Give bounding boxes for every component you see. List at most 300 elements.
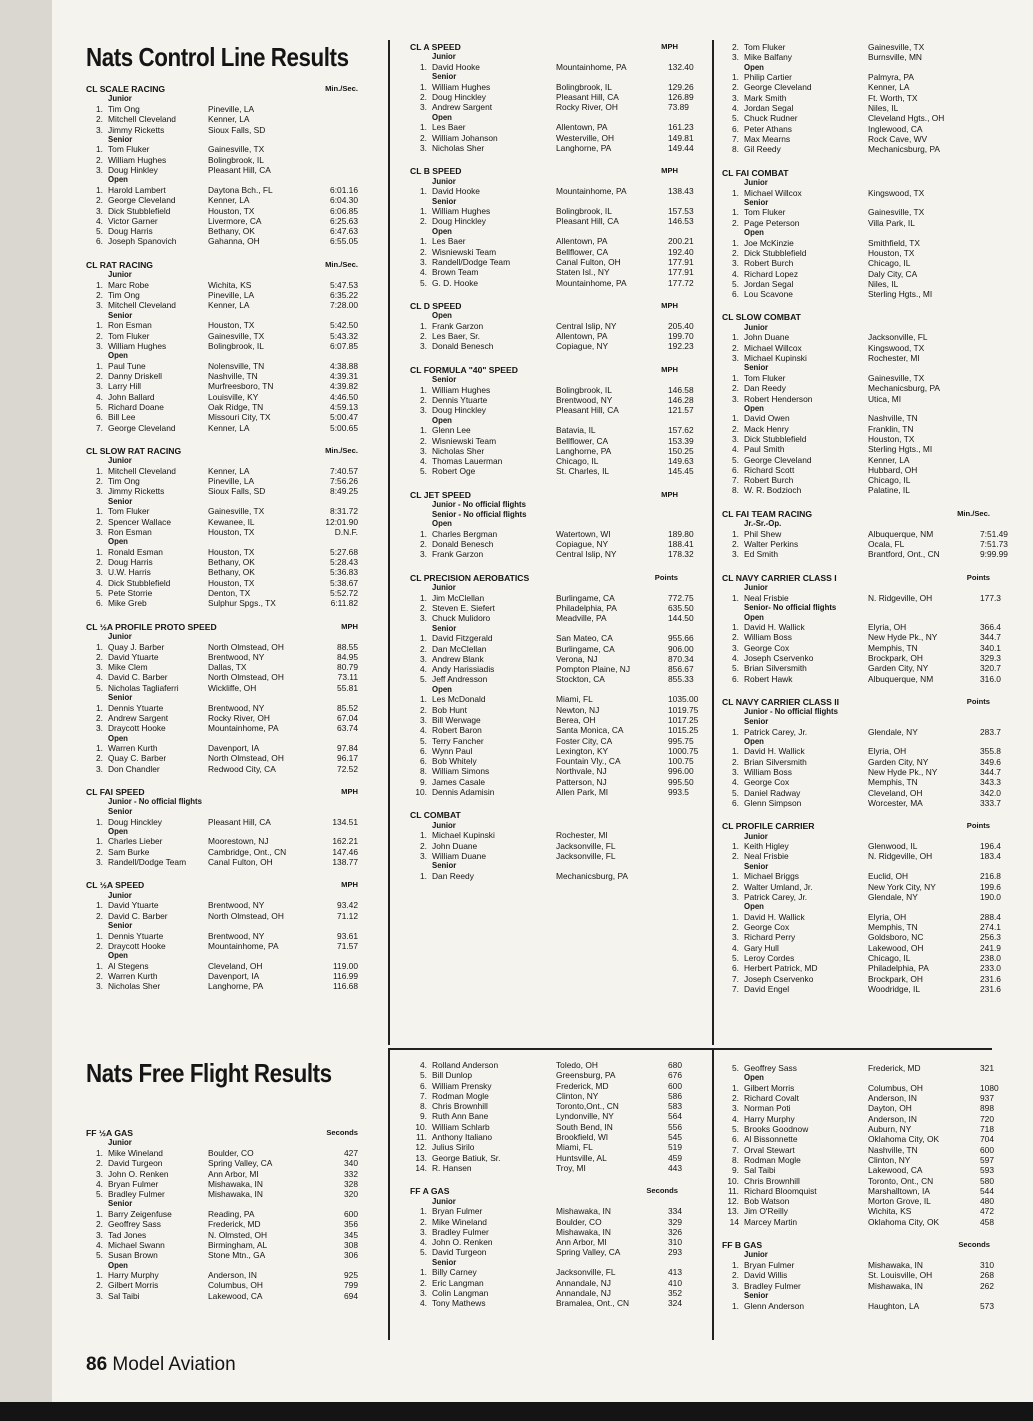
competitor-name: Gilbert Morris bbox=[744, 1082, 795, 1093]
result-value bbox=[980, 279, 990, 289]
hometown: Redwood City, CA bbox=[208, 763, 276, 774]
ff-column-2 bbox=[410, 1060, 682, 1322]
result-value: 718 bbox=[980, 1124, 994, 1135]
placing: 1. bbox=[732, 187, 739, 198]
competitor-name: Mike Balfany bbox=[744, 52, 792, 63]
class-label: Senior bbox=[108, 693, 133, 703]
placing: 1. bbox=[732, 746, 739, 757]
competitor-name: W. R. Bodzioch bbox=[744, 485, 802, 496]
competitor-name: Geoffrey Sass bbox=[744, 1063, 797, 1073]
result-row bbox=[722, 653, 1001, 664]
result-row bbox=[722, 455, 990, 465]
result-row bbox=[86, 817, 358, 827]
unit-label: Points bbox=[966, 696, 990, 706]
result-row bbox=[410, 236, 694, 247]
competitor-name: Julius Sirilo bbox=[432, 1142, 475, 1153]
placing: 3. bbox=[732, 891, 739, 902]
hometown: Auburn, NY bbox=[868, 1124, 912, 1135]
result-value: 177.91 bbox=[668, 256, 694, 267]
competitor-name: Gary Hull bbox=[744, 942, 779, 953]
result-row bbox=[410, 735, 694, 746]
hometown: Annandale, NJ bbox=[556, 1287, 611, 1298]
unit-label: MPH bbox=[661, 300, 678, 310]
competitor-name: Tom Fluker bbox=[744, 42, 786, 52]
result-value: 288.4 bbox=[980, 911, 1001, 922]
hometown: Clinton, NY bbox=[868, 1154, 911, 1165]
result-value: 329.3 bbox=[980, 653, 1001, 664]
hometown: Niles, IL bbox=[868, 278, 899, 289]
competitor-name: David Hooke bbox=[432, 186, 480, 197]
competitor-name: George Cleveland bbox=[744, 82, 812, 93]
hometown: Bethany, OK bbox=[208, 557, 255, 568]
result-value: 413 bbox=[668, 1267, 682, 1278]
placing: 3. bbox=[732, 433, 739, 444]
competitor-name: Randell/Dodge Team bbox=[108, 857, 187, 868]
competitor-name: William Hughes bbox=[108, 154, 167, 165]
result-value: 6:06.85 bbox=[330, 205, 358, 216]
result-value: 162.21 bbox=[332, 836, 358, 847]
result-value bbox=[980, 353, 990, 363]
result-value: 366.4 bbox=[980, 622, 1001, 633]
section-header bbox=[722, 573, 990, 583]
hometown: Mechanicsburg, PA bbox=[556, 870, 628, 881]
result-row bbox=[722, 42, 990, 52]
competitor-name: Chris Brownhill bbox=[744, 1175, 800, 1186]
hometown: Houston, TX bbox=[208, 320, 255, 331]
placing: 1. bbox=[96, 144, 103, 155]
placing: 7. bbox=[96, 422, 103, 433]
section-header bbox=[86, 880, 358, 890]
competitor-name: William Johanson bbox=[432, 132, 498, 143]
result-row bbox=[722, 289, 990, 299]
class-label: Open bbox=[108, 175, 128, 185]
result-value: 356 bbox=[344, 1219, 358, 1230]
result-row bbox=[722, 1185, 994, 1196]
result-row bbox=[86, 1280, 358, 1290]
hometown: Rocky River, OH bbox=[556, 102, 618, 113]
result-value bbox=[980, 413, 990, 423]
hometown: Mechanicsburg, PA bbox=[868, 144, 940, 155]
hometown: Columbus, OH bbox=[208, 1280, 263, 1291]
result-value: 321 bbox=[980, 1063, 994, 1073]
result-value: 458 bbox=[980, 1216, 994, 1227]
result-row bbox=[410, 776, 694, 787]
hometown: Toronto,Ont., CN bbox=[556, 1101, 619, 1112]
hometown: Langhorne, PA bbox=[556, 445, 612, 456]
result-row bbox=[410, 331, 694, 342]
competitor-name: Nicholas Sher bbox=[432, 445, 485, 456]
section-title: CL NAVY CARRIER CLASS II bbox=[722, 696, 839, 707]
page-footer bbox=[86, 1354, 236, 1376]
result-value: 199.6 bbox=[980, 881, 1001, 892]
hometown: Brentwood, NY bbox=[208, 702, 265, 713]
result-row bbox=[410, 653, 694, 664]
result-value: 856.67 bbox=[668, 664, 694, 675]
result-value: 84.95 bbox=[337, 651, 358, 662]
result-row bbox=[86, 847, 358, 857]
result-value: 4:59.13 bbox=[330, 401, 358, 412]
results-section bbox=[722, 1063, 999, 1227]
result-value bbox=[980, 394, 990, 404]
placing: 1. bbox=[732, 413, 739, 424]
section-title: CL JET SPEED bbox=[410, 489, 471, 500]
result-row bbox=[722, 258, 990, 268]
placing: 4. bbox=[96, 1239, 103, 1250]
competitor-name: Joseph Spanovich bbox=[108, 236, 177, 247]
result-row bbox=[410, 62, 694, 72]
placing: 2. bbox=[96, 1158, 103, 1169]
placing: 2. bbox=[420, 1216, 427, 1227]
competitor-name: Mitchell Cleveland bbox=[108, 114, 176, 125]
result-value: 443 bbox=[668, 1162, 682, 1173]
competitor-name: Chuck Rudner bbox=[744, 113, 798, 124]
hometown: Hubbard, OH bbox=[868, 464, 918, 475]
unit-label: MPH bbox=[661, 364, 678, 374]
competitor-name: Tom Fluker bbox=[744, 372, 786, 383]
placing: 2. bbox=[96, 290, 103, 301]
result-value: 898 bbox=[980, 1103, 994, 1114]
placing: 3. bbox=[420, 102, 427, 113]
hometown: Lakewood, CA bbox=[208, 1290, 263, 1301]
hometown: Elyria, OH bbox=[868, 622, 907, 633]
hometown: Sterling Hgts., MI bbox=[868, 444, 933, 455]
hometown: Allentown, PA bbox=[556, 236, 608, 247]
placing: 5. bbox=[732, 454, 739, 465]
result-row bbox=[86, 911, 358, 921]
result-value: 326 bbox=[668, 1226, 682, 1237]
result-value bbox=[980, 343, 990, 353]
section-header bbox=[86, 1128, 358, 1138]
result-row bbox=[86, 764, 358, 774]
result-row bbox=[86, 506, 358, 516]
competitor-name: David Engel bbox=[744, 983, 790, 994]
placing: 8. bbox=[420, 1101, 427, 1112]
competitor-name: Michael Kupinski bbox=[744, 353, 807, 364]
result-row bbox=[410, 384, 694, 395]
placing: 4. bbox=[96, 391, 103, 402]
result-value: 5:28.43 bbox=[330, 557, 358, 568]
result-value: 427 bbox=[344, 1148, 358, 1158]
placing: 2. bbox=[96, 154, 103, 165]
hometown: Woodridge, IL bbox=[868, 983, 920, 994]
result-value: 116.99 bbox=[333, 971, 358, 982]
placing: 2. bbox=[420, 132, 427, 143]
result-row bbox=[410, 841, 678, 851]
hometown: Oklahoma City, OK bbox=[868, 1134, 940, 1145]
section-header bbox=[410, 42, 678, 52]
competitor-name: Warren Kurth bbox=[108, 743, 158, 754]
result-row bbox=[86, 588, 358, 598]
results-section bbox=[410, 166, 694, 288]
result-value: 600 bbox=[980, 1144, 994, 1155]
result-row bbox=[410, 528, 694, 539]
result-value: 283.7 bbox=[980, 726, 1001, 737]
hometown: Dallas, TX bbox=[208, 662, 247, 673]
placing: 2. bbox=[96, 846, 103, 857]
hometown: Houston, TX bbox=[208, 546, 255, 557]
competitor-name: Bill Dunlop bbox=[432, 1070, 473, 1081]
placing: 5. bbox=[420, 674, 427, 685]
hometown: N. Ridgeville, OH bbox=[868, 592, 933, 603]
placing: 1. bbox=[96, 641, 103, 652]
result-row bbox=[722, 632, 1001, 643]
hometown: Anderson, IN bbox=[868, 1113, 917, 1124]
result-value bbox=[306, 104, 358, 114]
competitor-name: Richard Bloomquist bbox=[744, 1185, 817, 1196]
results-section bbox=[86, 1128, 358, 1301]
hometown: Frederick, MD bbox=[556, 1080, 609, 1091]
competitor-name: Jim O'Reilly bbox=[744, 1206, 788, 1217]
competitor-name: David Turgeon bbox=[432, 1247, 487, 1258]
result-value: 80.79 bbox=[337, 662, 358, 673]
placing: 6. bbox=[420, 756, 427, 767]
free-flight-title: Nats Free Flight Results bbox=[86, 1058, 332, 1088]
competitor-name: James Casale bbox=[432, 776, 486, 787]
hometown: Rochester, MI bbox=[556, 830, 608, 841]
result-value: 146.28 bbox=[668, 395, 694, 406]
class-label: Junior bbox=[108, 270, 132, 280]
result-value: 995.50 bbox=[668, 776, 694, 787]
placing: 4. bbox=[732, 942, 739, 953]
competitor-name: Dan Reedy bbox=[744, 383, 786, 394]
unit-label: MPH bbox=[661, 166, 678, 176]
result-value: 316.0 bbox=[980, 673, 1001, 684]
result-row bbox=[722, 871, 1001, 882]
hometown: Smithfield, TX bbox=[868, 237, 920, 248]
hometown: Ft. Worth, TX bbox=[868, 92, 918, 103]
result-value: 345 bbox=[344, 1229, 358, 1240]
result-value: 96.17 bbox=[337, 753, 358, 764]
placing: 13. bbox=[727, 1206, 739, 1217]
competitor-name: Doug Hinckley bbox=[432, 405, 486, 416]
result-row bbox=[722, 269, 990, 279]
competitor-name: David Turgeon bbox=[108, 1158, 163, 1169]
result-row bbox=[722, 1270, 994, 1281]
result-row bbox=[86, 1148, 358, 1158]
hometown: Santa Monica, CA bbox=[556, 725, 624, 736]
competitor-name: Chuck Mulidoro bbox=[432, 613, 491, 624]
hometown: Canal Fulton, OH bbox=[208, 857, 273, 868]
competitor-name: Bill Lee bbox=[108, 412, 136, 423]
section-header bbox=[722, 821, 990, 831]
competitor-name: Wisniewski Team bbox=[432, 435, 497, 446]
hometown: Memphis, TN bbox=[868, 642, 918, 653]
competitor-name: Gilbert Morris bbox=[108, 1280, 159, 1291]
hometown: Verona, NJ bbox=[556, 653, 598, 664]
result-value: 121.57 bbox=[668, 405, 694, 416]
placing: 1. bbox=[732, 1260, 739, 1271]
competitor-name: George Cox bbox=[744, 777, 790, 788]
competitor-name: Les Baer, Sr. bbox=[432, 331, 480, 342]
class-label: Senior bbox=[108, 1199, 133, 1209]
result-value: 188.41 bbox=[668, 539, 694, 550]
competitor-name: Donald Benesch bbox=[432, 539, 494, 550]
competitor-name: Billy Carney bbox=[432, 1267, 477, 1278]
competitor-name: John Ballard bbox=[108, 391, 155, 402]
result-value: 97.84 bbox=[337, 743, 358, 754]
result-row bbox=[722, 953, 1001, 964]
result-row bbox=[410, 267, 694, 278]
result-value: 600 bbox=[668, 1080, 682, 1091]
result-row bbox=[722, 1124, 994, 1135]
placing: 7. bbox=[420, 1090, 427, 1101]
section-title: CL B SPEED bbox=[410, 166, 462, 177]
result-value: 333.7 bbox=[980, 797, 1001, 808]
placing: 2. bbox=[96, 195, 103, 206]
result-value: 7:56.26 bbox=[330, 476, 358, 487]
note-text: Junior - No official flights bbox=[108, 797, 202, 807]
result-value: 993.5 bbox=[668, 787, 689, 797]
result-row bbox=[86, 125, 358, 135]
placing: 3. bbox=[732, 92, 739, 103]
results-section bbox=[86, 260, 358, 433]
result-row bbox=[86, 1158, 358, 1168]
placing: 5. bbox=[96, 401, 103, 412]
placing: 7. bbox=[732, 983, 739, 994]
section-title: CL SCALE RACING bbox=[86, 84, 166, 94]
result-value: 6:47.63 bbox=[330, 226, 358, 237]
result-row bbox=[722, 238, 990, 248]
placing: 1. bbox=[420, 320, 427, 331]
competitor-name: Tom Fluker bbox=[744, 207, 786, 218]
section-header bbox=[86, 446, 358, 456]
results-section bbox=[410, 810, 678, 881]
results-section bbox=[86, 84, 358, 247]
class-label: Senior bbox=[108, 310, 133, 320]
result-row bbox=[722, 332, 990, 342]
competitor-name: Walter Perkins bbox=[744, 539, 799, 550]
hometown: Cleveland, OH bbox=[208, 960, 263, 971]
hometown: Burnsville, MN bbox=[868, 52, 922, 63]
class-label: Jr.-Sr.-Op. bbox=[744, 519, 782, 529]
competitor-name: Michael Briggs bbox=[744, 871, 799, 882]
competitor-name: Neal Frisbie bbox=[744, 592, 789, 603]
hometown: Memphis, TN bbox=[868, 922, 918, 933]
result-row bbox=[86, 836, 358, 846]
placing: 4. bbox=[420, 1237, 427, 1248]
competitor-name: Dan McClellan bbox=[432, 643, 487, 654]
result-value: 100.75 bbox=[668, 756, 694, 767]
unit-label: Seconds bbox=[958, 1240, 990, 1250]
hometown: Bolingbrook, IL bbox=[556, 81, 612, 92]
class-label: Junior bbox=[744, 177, 768, 187]
hometown: Garden City, NY bbox=[868, 663, 929, 674]
result-value: 328 bbox=[344, 1178, 358, 1189]
class-label: Senior bbox=[744, 363, 769, 373]
result-row bbox=[410, 1060, 682, 1070]
competitor-name: Gil Reedy bbox=[744, 144, 781, 155]
result-row bbox=[410, 766, 694, 777]
result-row bbox=[86, 1240, 358, 1250]
result-row bbox=[722, 218, 990, 228]
placing: 13. bbox=[415, 1152, 427, 1163]
placing: 2. bbox=[732, 342, 739, 353]
hometown: Brookfield, WI bbox=[556, 1132, 609, 1143]
competitor-name: John O. Renken bbox=[432, 1237, 493, 1248]
placing: 2. bbox=[420, 92, 427, 103]
competitor-name: Bryan Fulmer bbox=[744, 1260, 795, 1271]
hometown: Mishawaka, IN bbox=[556, 1226, 611, 1237]
result-row bbox=[722, 549, 1008, 560]
hometown: Miami, FL bbox=[556, 1142, 593, 1153]
placing: 2. bbox=[732, 247, 739, 258]
hometown: Pleasant Hill, CA bbox=[208, 165, 271, 176]
competitor-name: Don Chandler bbox=[108, 763, 160, 774]
placing: 6. bbox=[732, 123, 739, 134]
results-section bbox=[410, 489, 694, 560]
result-row bbox=[722, 881, 1001, 892]
result-value: 138.43 bbox=[668, 186, 694, 197]
placing: 1. bbox=[420, 528, 427, 539]
result-row bbox=[722, 465, 990, 475]
result-row bbox=[410, 549, 694, 560]
hometown: New Hyde Pk., NY bbox=[868, 632, 938, 643]
result-value: 344.7 bbox=[980, 632, 1001, 643]
result-row bbox=[86, 206, 358, 216]
result-row bbox=[410, 1298, 682, 1309]
result-row bbox=[410, 830, 678, 840]
placing: 2. bbox=[96, 651, 103, 662]
class-label: Senior bbox=[744, 716, 769, 726]
result-row bbox=[86, 1291, 358, 1301]
hometown: Gainesville, TX bbox=[868, 207, 925, 218]
result-row bbox=[722, 891, 1001, 902]
competitor-name: David C. Barber bbox=[108, 672, 168, 683]
result-row bbox=[410, 456, 694, 467]
result-row bbox=[722, 1134, 994, 1145]
hometown: Wichita, KS bbox=[868, 1206, 912, 1217]
result-row bbox=[410, 81, 694, 92]
placing: 2. bbox=[96, 971, 103, 982]
hometown: Kenner, LA bbox=[208, 422, 250, 433]
result-value: 332 bbox=[344, 1168, 358, 1179]
competitor-name: Mitchell Cleveland bbox=[108, 465, 176, 476]
competitor-name: Michael Kupinski bbox=[432, 830, 495, 841]
placing: 2. bbox=[96, 910, 103, 921]
result-value: 680 bbox=[668, 1060, 682, 1070]
hometown: Berea, OH bbox=[556, 714, 596, 725]
competitor-name: Les Baer bbox=[432, 122, 466, 133]
result-row bbox=[722, 52, 990, 62]
result-value: 149.44 bbox=[668, 142, 694, 153]
result-value: 196.4 bbox=[980, 841, 1001, 852]
page-number: 86 bbox=[86, 1354, 108, 1375]
result-row bbox=[410, 643, 694, 654]
hometown: Brentwood, NY bbox=[208, 651, 265, 662]
competitor-name: Dan Reedy bbox=[432, 870, 474, 881]
competitor-name: Tony Mathews bbox=[432, 1298, 486, 1309]
competitor-name: Harry Murphy bbox=[108, 1270, 159, 1281]
placing: 14 bbox=[729, 1216, 739, 1227]
hometown: Frederick, MD bbox=[868, 1063, 921, 1073]
result-row bbox=[722, 475, 990, 485]
placing: 3. bbox=[96, 165, 103, 176]
hometown: Ann Arbor, MI bbox=[208, 1168, 259, 1179]
result-row bbox=[86, 672, 358, 682]
hometown: Jacksonville, FL bbox=[556, 1267, 616, 1278]
placing: 5. bbox=[732, 278, 739, 289]
section-title: CL NAVY CARRIER CLASS I bbox=[722, 572, 837, 583]
result-value: 73.89 bbox=[668, 102, 689, 113]
placing: 12. bbox=[727, 1196, 739, 1207]
result-row bbox=[722, 746, 1001, 757]
placing: 1. bbox=[96, 465, 103, 476]
placing: 6. bbox=[732, 1134, 739, 1145]
class-label: Junior bbox=[744, 831, 768, 841]
result-value: 161.23 bbox=[668, 122, 694, 133]
class-label: Open bbox=[108, 826, 128, 836]
result-row bbox=[86, 941, 358, 951]
